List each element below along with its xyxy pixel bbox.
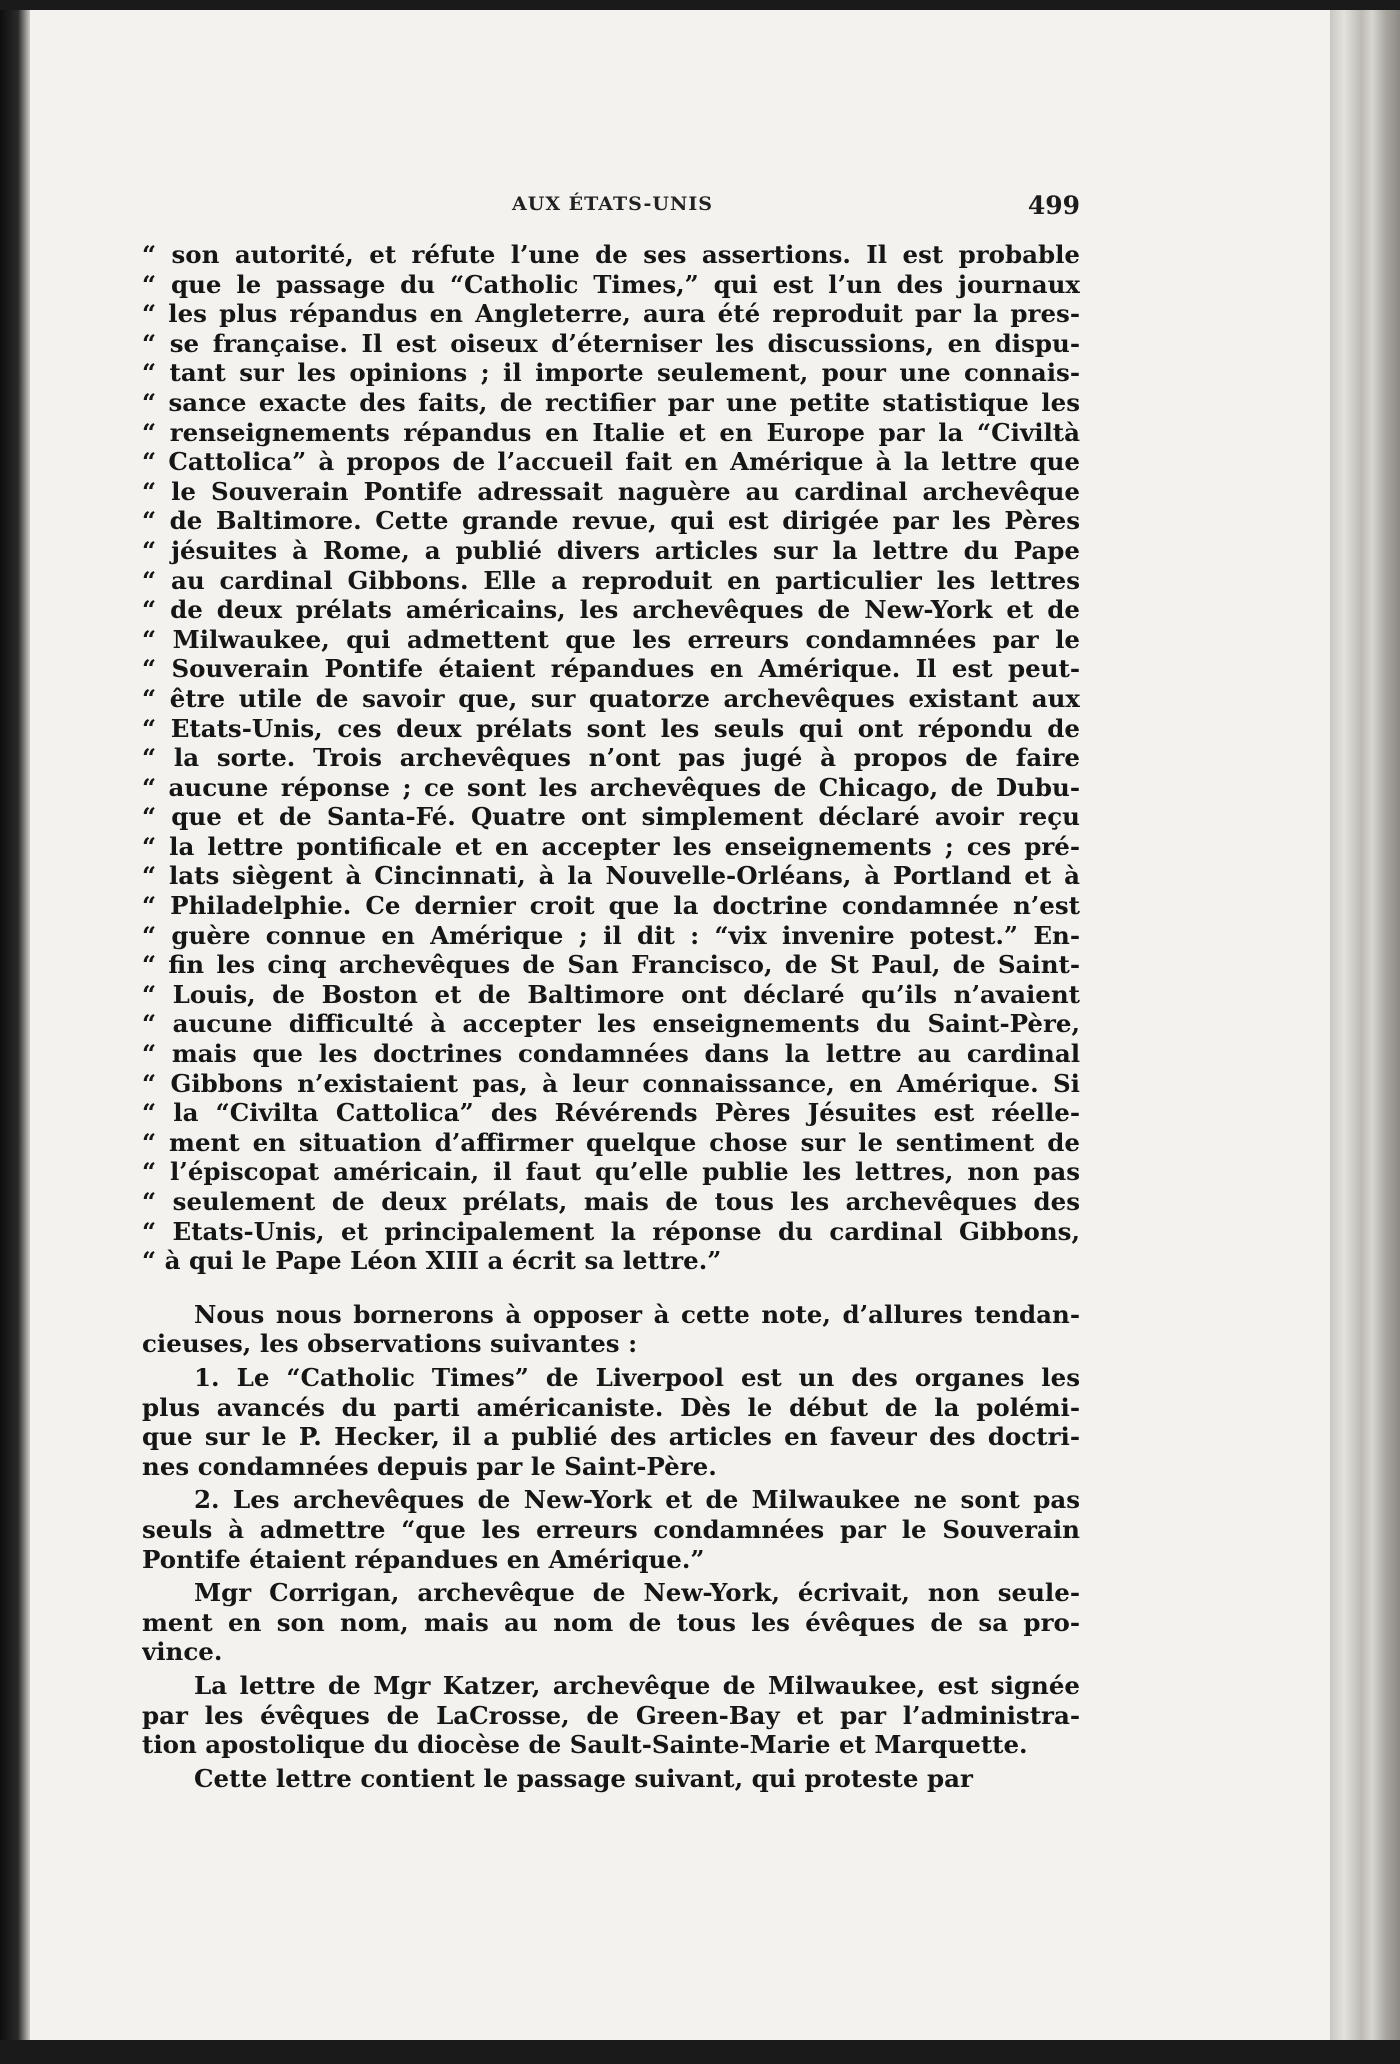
- quoted-line: “ que le passage du “Catholic Times,” qui est l’un des journaux: [142, 269, 1080, 299]
- paragraph-line: plus avancés du parti américaniste. Dès le début de la polémi-: [142, 1392, 1080, 1422]
- quoted-line: “ jésuites à Rome, a publié divers articles sur la lettre du Pape: [142, 535, 1080, 565]
- running-title: AUX ÉTATS-UNIS: [512, 193, 713, 215]
- quoted-line: “ Souverain Pontife étaient répandues en Amérique. Il est peut-: [142, 654, 1080, 684]
- quoted-line: “ tant sur les opinions ; il importe seulement, pour une connais-: [142, 358, 1080, 388]
- paragraph: [142, 1300, 1080, 1359]
- commentary: [142, 1300, 1080, 1794]
- paragraph: [142, 1363, 1080, 1481]
- quoted-line: “ Philadelphie. Ce dernier croit que la doctrine condamnée n’est: [142, 891, 1080, 921]
- quoted-line: “ aucune difficulté à accepter les enseignements du Saint-Père,: [142, 1009, 1080, 1039]
- paragraph-line: tion apostolique du diocèse de Sault-Sainte-Marie et Marquette.: [142, 1730, 1028, 1760]
- quoted-line: “ ment en situation d’affirmer quelque chose sur le sentiment de: [142, 1127, 1080, 1157]
- quoted-line: “ lats siègent à Cincinnati, à la Nouvelle-Orléans, à Portland et à: [142, 861, 1080, 891]
- paragraph-line: La lettre de Mgr Katzer, archevêque de Milwaukee, est signée: [194, 1670, 1080, 1700]
- paragraph: [142, 1578, 1080, 1667]
- paragraph-line: cieuses, les observations suivantes :: [142, 1329, 638, 1359]
- quoted-line: “ guère connue en Amérique ; il dit : “vix invenire potest.” En-: [142, 920, 1080, 950]
- quoted-line: “ Gibbons n’existaient pas, à leur connaissance, en Amérique. Si: [142, 1068, 1080, 1098]
- quoted-line: “ l’épiscopat américain, il faut qu’elle publie les lettres, non pas: [142, 1157, 1080, 1187]
- paragraph-line: seuls à admettre “que les erreurs condamnées par le Souverain: [142, 1514, 1080, 1544]
- quoted-line: “ le Souverain Pontife adressait naguère au cardinal archevêque: [142, 476, 1080, 506]
- quoted-line: “ Cattolica” à propos de l’accueil fait en Amérique à la lettre que: [142, 447, 1080, 477]
- paragraph: [142, 1485, 1080, 1574]
- paragraph-line: ment en son nom, mais au nom de tous les évêques de sa pro-: [142, 1607, 1080, 1637]
- quoted-line: “ au cardinal Gibbons. Elle a reproduit en particulier les lettres: [142, 565, 1080, 595]
- quoted-line: “ la sorte. Trois archevêques n’ont pas jugé à propos de faire: [142, 743, 1080, 773]
- quoted-line: “ la lettre pontificale et en accepter les enseignements ; ces pré-: [142, 831, 1080, 861]
- paragraph: [142, 1764, 1080, 1794]
- quoted-line: “ Etats-Unis, et principalement la réponse du cardinal Gibbons,: [142, 1216, 1080, 1246]
- quoted-line: “ mais que les doctrines condamnées dans la lettre au cardinal: [142, 1039, 1080, 1069]
- quoted-line: “ Etats-Unis, ces deux prélats sont les seuls qui ont répondu de: [142, 713, 1080, 743]
- quoted-line: “ à qui le Pape Léon XIII a écrit sa lettre.”: [142, 1246, 722, 1276]
- paragraph-line: Pontife étaient répandues en Amérique.”: [142, 1544, 705, 1574]
- paragraph-line: Cette lettre contient le passage suivant, qui proteste par: [194, 1763, 973, 1793]
- quoted-line: “ la “Civilta Cattolica” des Révérends Pères Jésuites est réelle-: [142, 1098, 1080, 1128]
- quoted-passage: [142, 240, 1080, 1276]
- page-edge-right: [1330, 10, 1400, 2040]
- paragraph-line: nes condamnées depuis par le Saint-Père.: [142, 1451, 717, 1481]
- quoted-line: “ se française. Il est oiseux d’éterniser les discussions, en dispu-: [142, 328, 1080, 358]
- paragraph-line: 2. Les archevêques de New-York et de Milwaukee ne sont pas: [194, 1485, 1080, 1515]
- quoted-line: “ que et de Santa-Fé. Quatre ont simplement déclaré avoir reçu: [142, 802, 1080, 832]
- paragraph-line: 1. Le “Catholic Times” de Liverpool est un des organes les: [194, 1362, 1080, 1392]
- quoted-line: “ les plus répandus en Angleterre, aura été reproduit par la pres-: [142, 299, 1080, 329]
- paragraph: [142, 1671, 1080, 1760]
- paragraph-line: que sur le P. Hecker, il a publié des articles en faveur des doctri-: [142, 1422, 1080, 1452]
- page-gutter-left: [0, 10, 30, 2040]
- quoted-line: “ Louis, de Boston et de Baltimore ont déclaré qu’ils n’avaient: [142, 979, 1080, 1009]
- paragraph-line: par les évêques de LaCrosse, de Green-Bay et par l’administra-: [142, 1700, 1080, 1730]
- quoted-line: “ son autorité, et réfute l’une de ses assertions. Il est probable: [142, 240, 1080, 269]
- paragraph-line: Nous nous bornerons à opposer à cette note, d’allures tendan-: [194, 1299, 1080, 1329]
- quoted-line: “ Milwaukee, qui admettent que les erreurs condamnées par le: [142, 624, 1080, 654]
- quoted-line: “ fin les cinq archevêques de San Francisco, de St Paul, de Saint-: [142, 950, 1080, 980]
- quoted-line: “ de Baltimore. Cette grande revue, qui est dirigée par les Pères: [142, 506, 1080, 536]
- paragraph-line: Mgr Corrigan, archevêque de New-York, écrivait, non seule-: [194, 1578, 1080, 1608]
- quoted-line: “ seulement de deux prélats, mais de tous les archevêques des: [142, 1187, 1080, 1216]
- body-text: [142, 240, 1080, 1793]
- quoted-line: “ aucune réponse ; ce sont les archevêques de Chicago, de Dubu-: [142, 772, 1080, 802]
- quoted-line: “ de deux prélats américains, les archevêques de New-York et de: [142, 595, 1080, 625]
- page-number: 499: [1027, 191, 1080, 220]
- quoted-line: “ renseignements répandus en Italie et en Europe par la “Civiltà: [142, 417, 1080, 447]
- quoted-line: “ sance exacte des faits, de rectifier par une petite statistique les: [142, 387, 1080, 417]
- paragraph-line: vince.: [142, 1637, 223, 1667]
- quoted-line: “ être utile de savoir que, sur quatorze archevêques existant aux: [142, 683, 1080, 713]
- page-header: [145, 193, 1080, 223]
